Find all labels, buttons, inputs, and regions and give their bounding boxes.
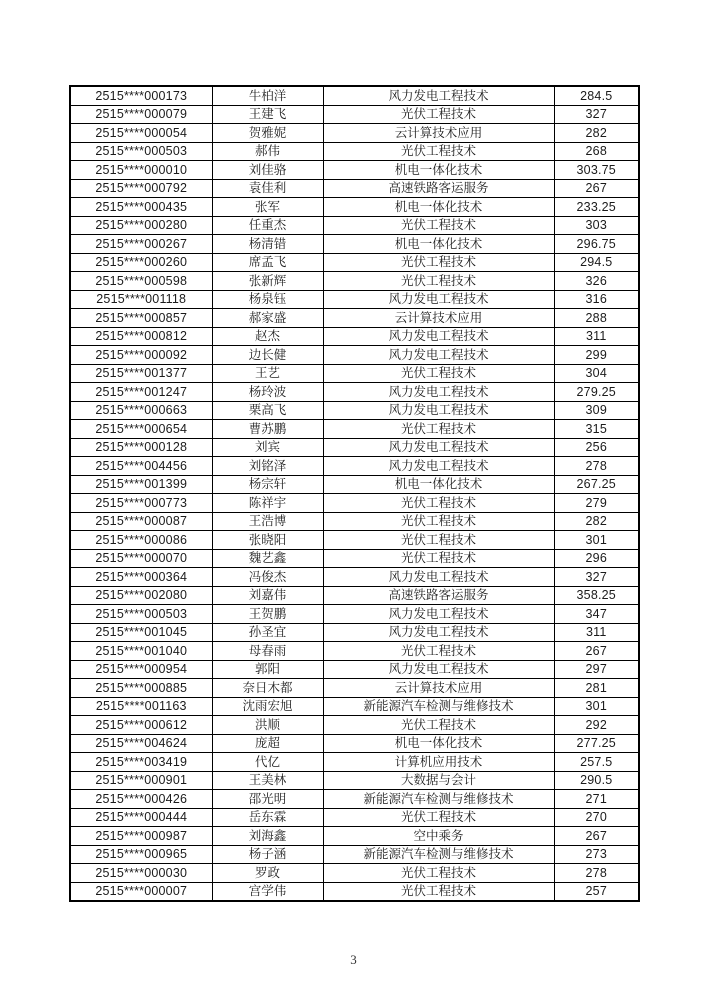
- score-cell: 277.25: [554, 734, 639, 753]
- candidate-id-cell: 2515****003419: [70, 753, 212, 772]
- score-cell: 278: [554, 457, 639, 476]
- table-row: [70, 697, 639, 716]
- candidate-id-cell: 2515****004624: [70, 734, 212, 753]
- candidate-id-cell: 2515****001045: [70, 623, 212, 642]
- candidate-id-cell: 2515****000792: [70, 179, 212, 198]
- score-cell: 297: [554, 660, 639, 679]
- candidate-name-cell: 杨玲波: [212, 383, 323, 402]
- candidate-name-cell: 赵杰: [212, 327, 323, 346]
- score-cell: 284.5: [554, 86, 639, 105]
- major-cell: 光伏工程技术: [323, 882, 554, 901]
- major-cell: 光伏工程技术: [323, 272, 554, 291]
- candidate-name-cell: 王美林: [212, 771, 323, 790]
- major-cell: 机电一体化技术: [323, 734, 554, 753]
- score-cell: 311: [554, 623, 639, 642]
- score-cell: 294.5: [554, 253, 639, 272]
- candidate-name-cell: 边长健: [212, 346, 323, 365]
- candidate-id-cell: 2515****000267: [70, 235, 212, 254]
- score-cell: 271: [554, 790, 639, 809]
- table-row: [70, 734, 639, 753]
- candidate-name-cell: 张新辉: [212, 272, 323, 291]
- candidate-id-cell: 2515****004456: [70, 457, 212, 476]
- score-cell: 316: [554, 290, 639, 309]
- candidate-name-cell: 岳东霖: [212, 808, 323, 827]
- score-cell: 273: [554, 845, 639, 864]
- major-cell: 光伏工程技术: [323, 531, 554, 550]
- candidate-id-cell: 2515****000364: [70, 568, 212, 587]
- candidate-name-cell: 刘宾: [212, 438, 323, 457]
- candidate-id-cell: 2515****000030: [70, 864, 212, 883]
- table-row: [70, 605, 639, 624]
- candidate-name-cell: 庞超: [212, 734, 323, 753]
- candidate-id-cell: 2515****000092: [70, 346, 212, 365]
- table-row: [70, 494, 639, 513]
- score-cell: 257: [554, 882, 639, 901]
- major-cell: 风力发电工程技术: [323, 660, 554, 679]
- major-cell: 风力发电工程技术: [323, 568, 554, 587]
- major-cell: 光伏工程技术: [323, 216, 554, 235]
- table-row: [70, 179, 639, 198]
- score-cell: 309: [554, 401, 639, 420]
- candidate-name-cell: 栗高飞: [212, 401, 323, 420]
- table-row: [70, 771, 639, 790]
- table-row: [70, 272, 639, 291]
- candidate-name-cell: 张军: [212, 198, 323, 217]
- major-cell: 风力发电工程技术: [323, 623, 554, 642]
- major-cell: 光伏工程技术: [323, 512, 554, 531]
- table-row: [70, 716, 639, 735]
- major-cell: 风力发电工程技术: [323, 605, 554, 624]
- candidate-name-cell: 刘嘉伟: [212, 586, 323, 605]
- major-cell: 云计算技术应用: [323, 679, 554, 698]
- table-row: [70, 475, 639, 494]
- candidate-id-cell: 2515****000954: [70, 660, 212, 679]
- candidate-name-cell: 宫学伟: [212, 882, 323, 901]
- major-cell: 风力发电工程技术: [323, 290, 554, 309]
- candidate-id-cell: 2515****000901: [70, 771, 212, 790]
- score-cell: 290.5: [554, 771, 639, 790]
- candidate-name-cell: 孙圣宜: [212, 623, 323, 642]
- candidate-id-cell: 2515****000598: [70, 272, 212, 291]
- table-row: [70, 827, 639, 846]
- candidate-id-cell: 2515****000885: [70, 679, 212, 698]
- candidate-id-cell: 2515****000773: [70, 494, 212, 513]
- table-row: [70, 845, 639, 864]
- table-row: [70, 105, 639, 124]
- table-row: [70, 679, 639, 698]
- major-cell: 风力发电工程技术: [323, 457, 554, 476]
- table-row: [70, 790, 639, 809]
- candidate-name-cell: 袁佳利: [212, 179, 323, 198]
- table-row: [70, 642, 639, 661]
- candidate-id-cell: 2515****000260: [70, 253, 212, 272]
- candidate-name-cell: 王建飞: [212, 105, 323, 124]
- score-cell: 358.25: [554, 586, 639, 605]
- score-cell: 327: [554, 568, 639, 587]
- major-cell: 机电一体化技术: [323, 235, 554, 254]
- major-cell: 高速铁路客运服务: [323, 586, 554, 605]
- major-cell: 机电一体化技术: [323, 475, 554, 494]
- major-cell: 光伏工程技术: [323, 253, 554, 272]
- major-cell: 新能源汽车检测与维修技术: [323, 790, 554, 809]
- score-cell: 256: [554, 438, 639, 457]
- candidate-id-cell: 2515****000128: [70, 438, 212, 457]
- candidate-name-cell: 郝伟: [212, 142, 323, 161]
- candidate-name-cell: 陈祥宇: [212, 494, 323, 513]
- candidate-name-cell: 母春雨: [212, 642, 323, 661]
- table-row: [70, 161, 639, 180]
- major-cell: 光伏工程技术: [323, 716, 554, 735]
- major-cell: 新能源汽车检测与维修技术: [323, 697, 554, 716]
- candidate-id-cell: 2515****000054: [70, 124, 212, 143]
- candidate-name-cell: 王贺鹏: [212, 605, 323, 624]
- candidate-name-cell: 王艺: [212, 364, 323, 383]
- score-cell: 301: [554, 697, 639, 716]
- table-row: [70, 420, 639, 439]
- candidate-id-cell: 2515****001040: [70, 642, 212, 661]
- candidate-name-cell: 杨子涵: [212, 845, 323, 864]
- candidate-id-cell: 2515****000812: [70, 327, 212, 346]
- major-cell: 机电一体化技术: [323, 161, 554, 180]
- candidate-name-cell: 冯俊杰: [212, 568, 323, 587]
- major-cell: 风力发电工程技术: [323, 383, 554, 402]
- major-cell: 云计算技术应用: [323, 309, 554, 328]
- results-table-body: [70, 86, 639, 901]
- table-row: [70, 660, 639, 679]
- candidate-name-cell: 席孟飞: [212, 253, 323, 272]
- candidate-id-cell: 2515****000173: [70, 86, 212, 105]
- table-row: [70, 216, 639, 235]
- candidate-name-cell: 刘铭泽: [212, 457, 323, 476]
- candidate-id-cell: 2515****000965: [70, 845, 212, 864]
- candidate-name-cell: 郭阳: [212, 660, 323, 679]
- score-cell: 267: [554, 827, 639, 846]
- table-row: [70, 586, 639, 605]
- score-cell: 326: [554, 272, 639, 291]
- score-cell: 296.75: [554, 235, 639, 254]
- candidate-id-cell: 2515****000086: [70, 531, 212, 550]
- table-row: [70, 401, 639, 420]
- candidate-name-cell: 杨宗轩: [212, 475, 323, 494]
- candidate-id-cell: 2515****001118: [70, 290, 212, 309]
- candidate-id-cell: 2515****000612: [70, 716, 212, 735]
- candidate-name-cell: 奈日木都: [212, 679, 323, 698]
- score-cell: 296: [554, 549, 639, 568]
- candidate-id-cell: 2515****000435: [70, 198, 212, 217]
- table-row: [70, 253, 639, 272]
- score-cell: 301: [554, 531, 639, 550]
- candidate-id-cell: 2515****000663: [70, 401, 212, 420]
- major-cell: 大数据与会计: [323, 771, 554, 790]
- major-cell: 高速铁路客运服务: [323, 179, 554, 198]
- table-row: [70, 346, 639, 365]
- candidate-id-cell: 2515****000503: [70, 605, 212, 624]
- table-row: [70, 309, 639, 328]
- major-cell: 云计算技术应用: [323, 124, 554, 143]
- candidate-id-cell: 2515****000079: [70, 105, 212, 124]
- candidate-name-cell: 郝家盛: [212, 309, 323, 328]
- candidate-name-cell: 沈雨宏旭: [212, 697, 323, 716]
- candidate-name-cell: 魏艺鑫: [212, 549, 323, 568]
- candidate-name-cell: 任重杰: [212, 216, 323, 235]
- major-cell: 光伏工程技术: [323, 105, 554, 124]
- candidate-id-cell: 2515****002080: [70, 586, 212, 605]
- table-row: [70, 864, 639, 883]
- score-cell: 282: [554, 512, 639, 531]
- table-row: [70, 549, 639, 568]
- candidate-name-cell: 刘海鑫: [212, 827, 323, 846]
- candidate-id-cell: 2515****001247: [70, 383, 212, 402]
- candidate-id-cell: 2515****000426: [70, 790, 212, 809]
- table-row: [70, 142, 639, 161]
- score-cell: 282: [554, 124, 639, 143]
- table-row: [70, 623, 639, 642]
- candidate-name-cell: 杨清错: [212, 235, 323, 254]
- results-table: [69, 85, 640, 902]
- table-row: [70, 808, 639, 827]
- table-row: [70, 198, 639, 217]
- page-number: 3: [350, 952, 357, 967]
- candidate-id-cell: 2515****000654: [70, 420, 212, 439]
- major-cell: 风力发电工程技术: [323, 327, 554, 346]
- table-row: [70, 327, 639, 346]
- candidate-name-cell: 邵光明: [212, 790, 323, 809]
- major-cell: 机电一体化技术: [323, 198, 554, 217]
- major-cell: 风力发电工程技术: [323, 438, 554, 457]
- candidate-name-cell: 贺雅妮: [212, 124, 323, 143]
- score-cell: 292: [554, 716, 639, 735]
- major-cell: 空中乘务: [323, 827, 554, 846]
- major-cell: 光伏工程技术: [323, 364, 554, 383]
- major-cell: 光伏工程技术: [323, 142, 554, 161]
- candidate-id-cell: 2515****001399: [70, 475, 212, 494]
- major-cell: 风力发电工程技术: [323, 346, 554, 365]
- score-cell: 268: [554, 142, 639, 161]
- candidate-id-cell: 2515****000503: [70, 142, 212, 161]
- table-row: [70, 568, 639, 587]
- major-cell: 光伏工程技术: [323, 549, 554, 568]
- candidate-id-cell: 2515****001377: [70, 364, 212, 383]
- score-cell: 267: [554, 642, 639, 661]
- candidate-id-cell: 2515****001163: [70, 697, 212, 716]
- table-row: [70, 383, 639, 402]
- table-row: [70, 124, 639, 143]
- candidate-name-cell: 王浩博: [212, 512, 323, 531]
- table-row: [70, 364, 639, 383]
- table-row: [70, 531, 639, 550]
- candidate-name-cell: 刘佳骆: [212, 161, 323, 180]
- score-cell: 304: [554, 364, 639, 383]
- candidate-id-cell: 2515****000280: [70, 216, 212, 235]
- major-cell: 光伏工程技术: [323, 864, 554, 883]
- major-cell: 光伏工程技术: [323, 808, 554, 827]
- table-row: [70, 753, 639, 772]
- score-cell: 267: [554, 179, 639, 198]
- score-cell: 303.75: [554, 161, 639, 180]
- score-cell: 311: [554, 327, 639, 346]
- score-cell: 288: [554, 309, 639, 328]
- score-cell: 327: [554, 105, 639, 124]
- table-row: [70, 235, 639, 254]
- major-cell: 风力发电工程技术: [323, 401, 554, 420]
- candidate-name-cell: 罗政: [212, 864, 323, 883]
- major-cell: 光伏工程技术: [323, 420, 554, 439]
- candidate-id-cell: 2515****000070: [70, 549, 212, 568]
- score-cell: 279: [554, 494, 639, 513]
- candidate-name-cell: 洪顺: [212, 716, 323, 735]
- candidate-name-cell: 张晓阳: [212, 531, 323, 550]
- major-cell: 风力发电工程技术: [323, 86, 554, 105]
- candidate-id-cell: 2515****000444: [70, 808, 212, 827]
- score-cell: 281: [554, 679, 639, 698]
- score-cell: 299: [554, 346, 639, 365]
- candidate-name-cell: 代亿: [212, 753, 323, 772]
- candidate-id-cell: 2515****000007: [70, 882, 212, 901]
- score-cell: 278: [554, 864, 639, 883]
- major-cell: 新能源汽车检测与维修技术: [323, 845, 554, 864]
- score-cell: 270: [554, 808, 639, 827]
- score-cell: 233.25: [554, 198, 639, 217]
- candidate-id-cell: 2515****000087: [70, 512, 212, 531]
- score-cell: 267.25: [554, 475, 639, 494]
- score-cell: 257.5: [554, 753, 639, 772]
- table-row: [70, 438, 639, 457]
- major-cell: 计算机应用技术: [323, 753, 554, 772]
- major-cell: 光伏工程技术: [323, 494, 554, 513]
- table-row: [70, 457, 639, 476]
- candidate-name-cell: 曹苏鹏: [212, 420, 323, 439]
- table-row: [70, 86, 639, 105]
- table-row: [70, 290, 639, 309]
- candidate-name-cell: 杨泉钰: [212, 290, 323, 309]
- candidate-id-cell: 2515****000857: [70, 309, 212, 328]
- candidate-name-cell: 牛柏洋: [212, 86, 323, 105]
- score-cell: 303: [554, 216, 639, 235]
- score-cell: 279.25: [554, 383, 639, 402]
- results-table-container: [69, 85, 640, 902]
- table-row: [70, 882, 639, 901]
- candidate-id-cell: 2515****000987: [70, 827, 212, 846]
- table-row: [70, 512, 639, 531]
- score-cell: 347: [554, 605, 639, 624]
- score-cell: 315: [554, 420, 639, 439]
- major-cell: 光伏工程技术: [323, 642, 554, 661]
- candidate-id-cell: 2515****000010: [70, 161, 212, 180]
